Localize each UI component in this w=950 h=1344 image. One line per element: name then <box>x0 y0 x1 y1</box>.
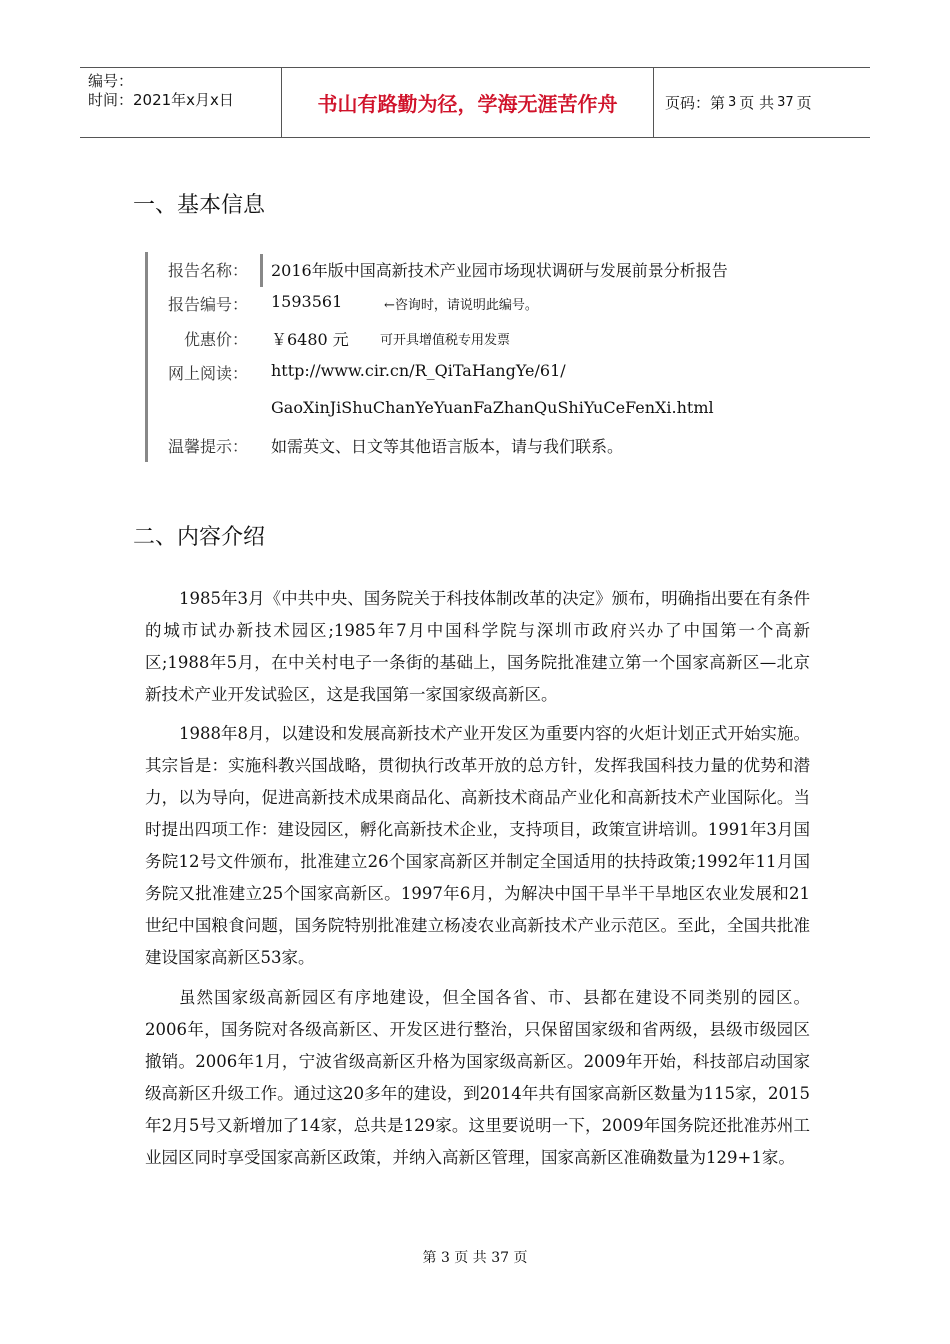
info-label: 优惠价： <box>183 330 248 349</box>
report-name: 2016年版中国高新技术产业园市场现状调研与发展前景分析报告 <box>271 261 728 280</box>
header-meta <box>88 72 234 110</box>
section1-title: 一、基本信息 <box>133 193 266 218</box>
content-paragraph: 1988年8月，以建设和发展高新技术产业开发区为重要内容的火炬计划正式开始实施。其宗旨是：实施科教兴国战略，贯彻执行改革开放的总方针，发挥我国科技力量的优势和潜力，以为导向，促进高新技术成果商品化、高新技术商品产业化和高新技术产业国际化。当时提出四项工作：建设园区，孵化高新技术企业，支持项目，政策宣讲培训。1991年3月国务院12号文件颁布，批准建立26个国家高新区并制定全国适用的扶持政策;1992年11月国务院又批准建立25个国家高新区。1997年6月，为解决中国干旱半干旱地区农业发展和21世纪中国粮食问题，国务院特别批准建立杨凌农业高新技术产业示范区。至此，全国共批准建设国家高新区53家。 <box>145 724 810 967</box>
price: ￥6480 元 <box>271 330 349 349</box>
report-number: 1593561 <box>271 292 343 311</box>
page-mid: 页 共 <box>739 94 775 112</box>
info-label: 网上阅读： <box>167 364 248 383</box>
page-prefix: 页码：第 <box>665 94 726 112</box>
report-number-note: ←咨询时，请说明此编号。 <box>384 298 538 313</box>
page-current: 3 <box>728 95 737 110</box>
online-url-line2[interactable]: GaoXinJiShuChanYeYuanFaZhanQuShiYuCeFenXi.html <box>271 398 714 417</box>
info-label: 报告编号： <box>167 295 248 314</box>
header-motto: 书山有路勤为径，学海无涯苦作舟 <box>281 68 654 137</box>
page-suffix: 页 <box>796 94 812 112</box>
basic-info-block <box>145 252 848 462</box>
invoice-note: 可开具增值税专用发票 <box>380 333 511 348</box>
page-header <box>80 67 870 138</box>
document-date: 时间：2021年x月x日 <box>88 91 234 109</box>
tip-text: 如需英文、日文等其他语言版本，请与我们联系。 <box>271 437 624 456</box>
header-page-number <box>665 68 812 137</box>
content-paragraph: 1985年3月《中共中央、国务院关于科技体制改革的决定》颁布，明确指出要在有条件的城市试办新技术园区;1985年7月中国科学院与深圳市政府兴办了中国第一个高新区;1988年5月，在中关村电子一条街的基础上，国务院批准建立第一个国家高新区—北京新技术产业开发试验区，这是我国第一家国家级高新区。 <box>145 589 810 704</box>
info-label: 报告名称： <box>167 261 248 280</box>
title-divider <box>260 254 263 287</box>
page-total: 37 <box>777 95 794 110</box>
content-paragraph: 虽然国家级高新园区有序地建设，但全国各省、市、县都在建设不同类别的园区。2006年，国务院对各级高新区、开发区进行整治，只保留国家级和省两级，县级市级园区撤销。2006年1月，宁波省级高新区升格为国家级高新区。2009年开始，科技部启动国家级高新区升级工作。通过这20多年的建设，到2014年共有国家高新区数量为115家，2015年2月5号又新增加了14家，总共是129家。这里要说明一下，2009年国务院还批准苏州工业园区同时享受国家高新区政策，并纳入高新区管理，国家高新区准确数量为129+1家。 <box>145 988 810 1167</box>
page-footer: 第 3 页 共 37 页 <box>422 1250 528 1266</box>
online-url-line1[interactable]: http://www.cir.cn/R_QiTaHangYe/61/ <box>271 361 566 380</box>
info-label: 温馨提示： <box>167 437 248 456</box>
section2-title: 二、内容介绍 <box>133 525 266 550</box>
document-number-label: 编号： <box>88 72 134 90</box>
